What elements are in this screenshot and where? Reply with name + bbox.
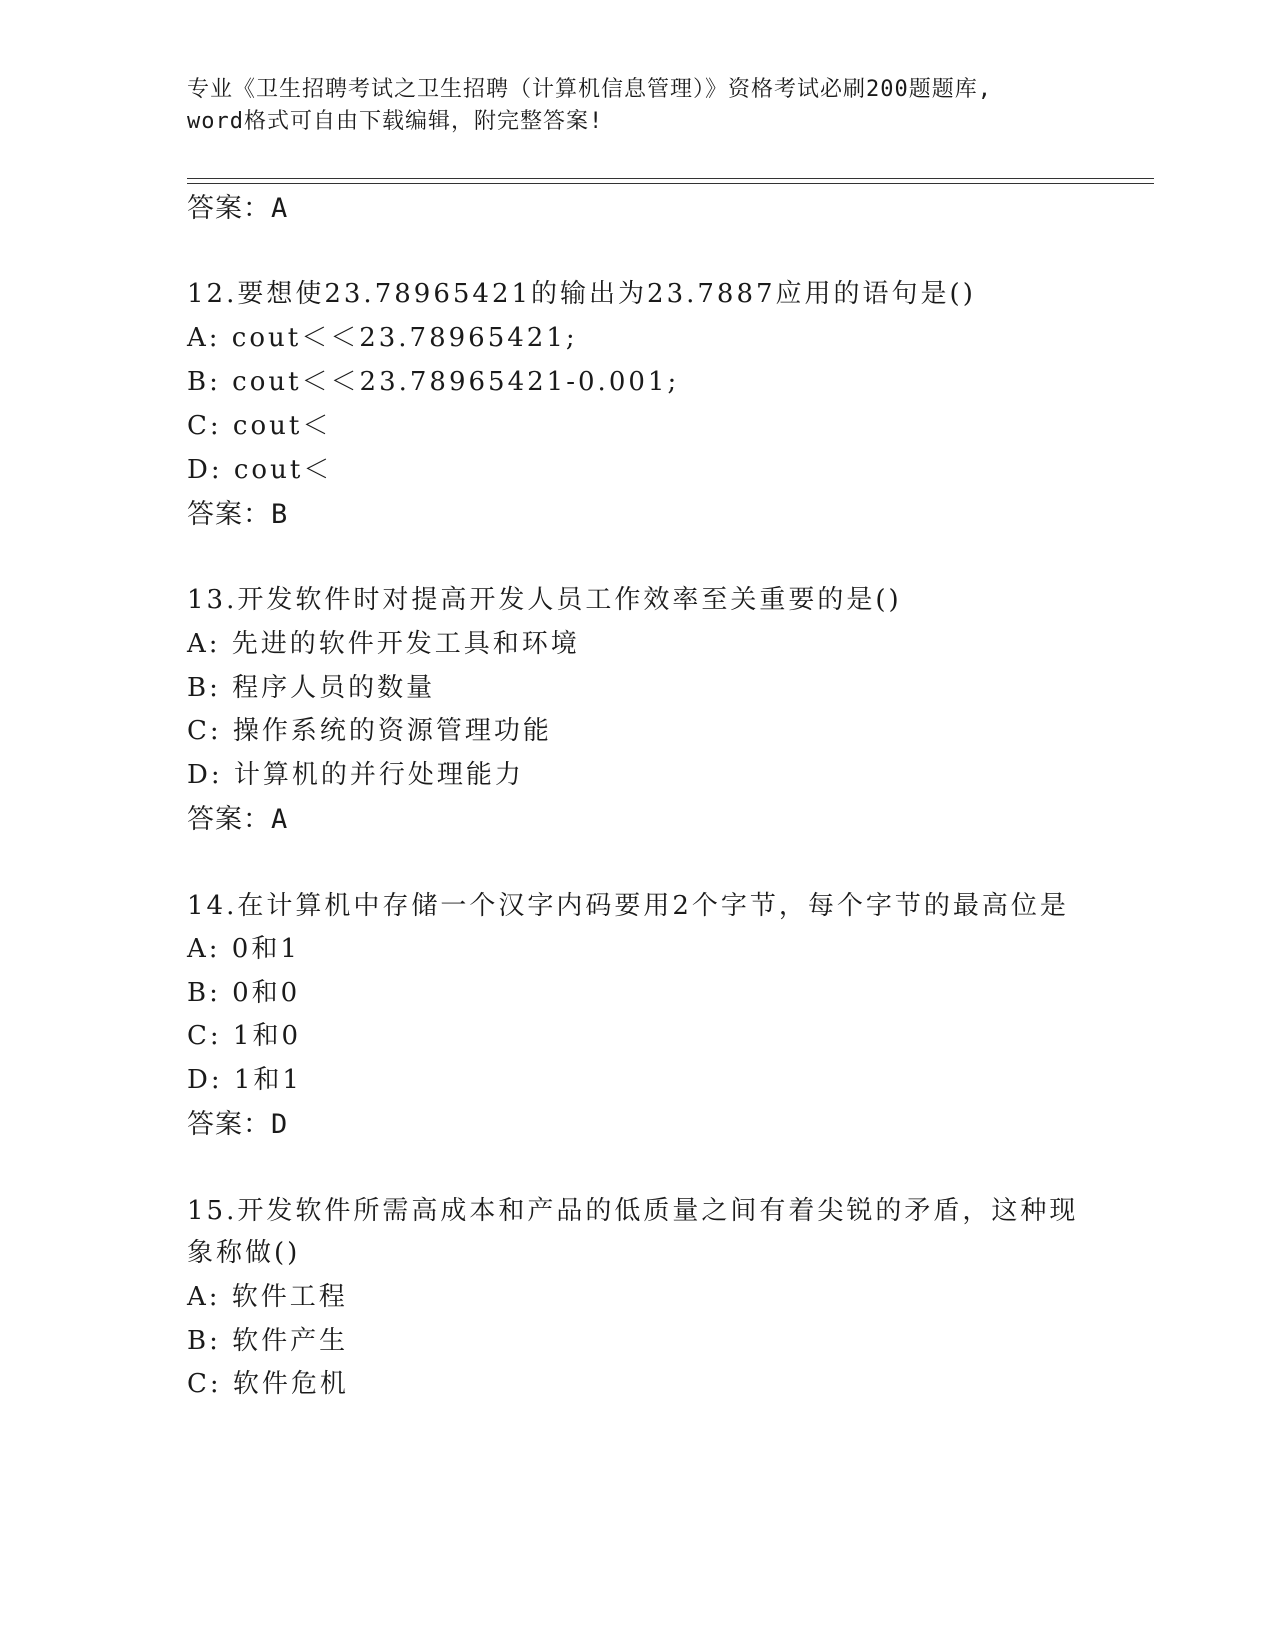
option-c: C: 操作系统的资源管理功能 [187, 716, 552, 746]
option-d: D: 计算机的并行处理能力 [187, 760, 524, 790]
question-stem: 12.要想使23.78965421的输出为23.7887应用的语句是() [187, 279, 976, 309]
answer: 答案：D [187, 1109, 289, 1140]
header-divider-top [187, 178, 1154, 179]
option-a: A: cout＜＜23.78965421; [187, 323, 578, 353]
answer-previous: 答案：A [187, 193, 289, 224]
option-b: B: 程序人员的数量 [187, 673, 436, 703]
question-stem: 13.开发软件时对提高开发人员工作效率至关重要的是() [187, 585, 902, 615]
option-d: D: 1和1 [187, 1065, 302, 1095]
option-a: A: 先进的软件开发工具和环境 [187, 629, 580, 659]
option-c: C: 1和0 [187, 1021, 302, 1051]
header-title-line-1: 专业《卫生招聘考试之卫生招聘（计算机信息管理）》资格考试必刷200题题库, [187, 77, 992, 102]
option-d: D: cout＜ [187, 455, 333, 485]
option-b: B: 0和0 [187, 978, 301, 1008]
answer: 答案：A [187, 804, 289, 835]
document-header [187, 74, 1087, 138]
option-c: C: 软件危机 [187, 1369, 349, 1399]
option-b: B: 软件产生 [187, 1326, 349, 1356]
option-a: A: 软件工程 [187, 1282, 348, 1312]
question-stem-line-1: 15.开发软件所需高成本和产品的低质量之间有着尖锐的矛盾，这种现 [187, 1196, 1079, 1226]
question-stem-line-2: 象称做() [187, 1238, 301, 1268]
answer: 答案：B [187, 499, 289, 530]
option-a: A: 0和1 [187, 934, 300, 964]
option-b: B: cout＜＜23.78965421-0.001; [187, 367, 680, 397]
header-divider-bottom [187, 183, 1154, 184]
question-stem: 14.在计算机中存储一个汉字内码要用2个字节，每个字节的最高位是 [187, 891, 1069, 921]
header-title-line-2: word格式可自由下载编辑，附完整答案! [187, 109, 604, 134]
option-c: C: cout＜ [187, 411, 332, 441]
